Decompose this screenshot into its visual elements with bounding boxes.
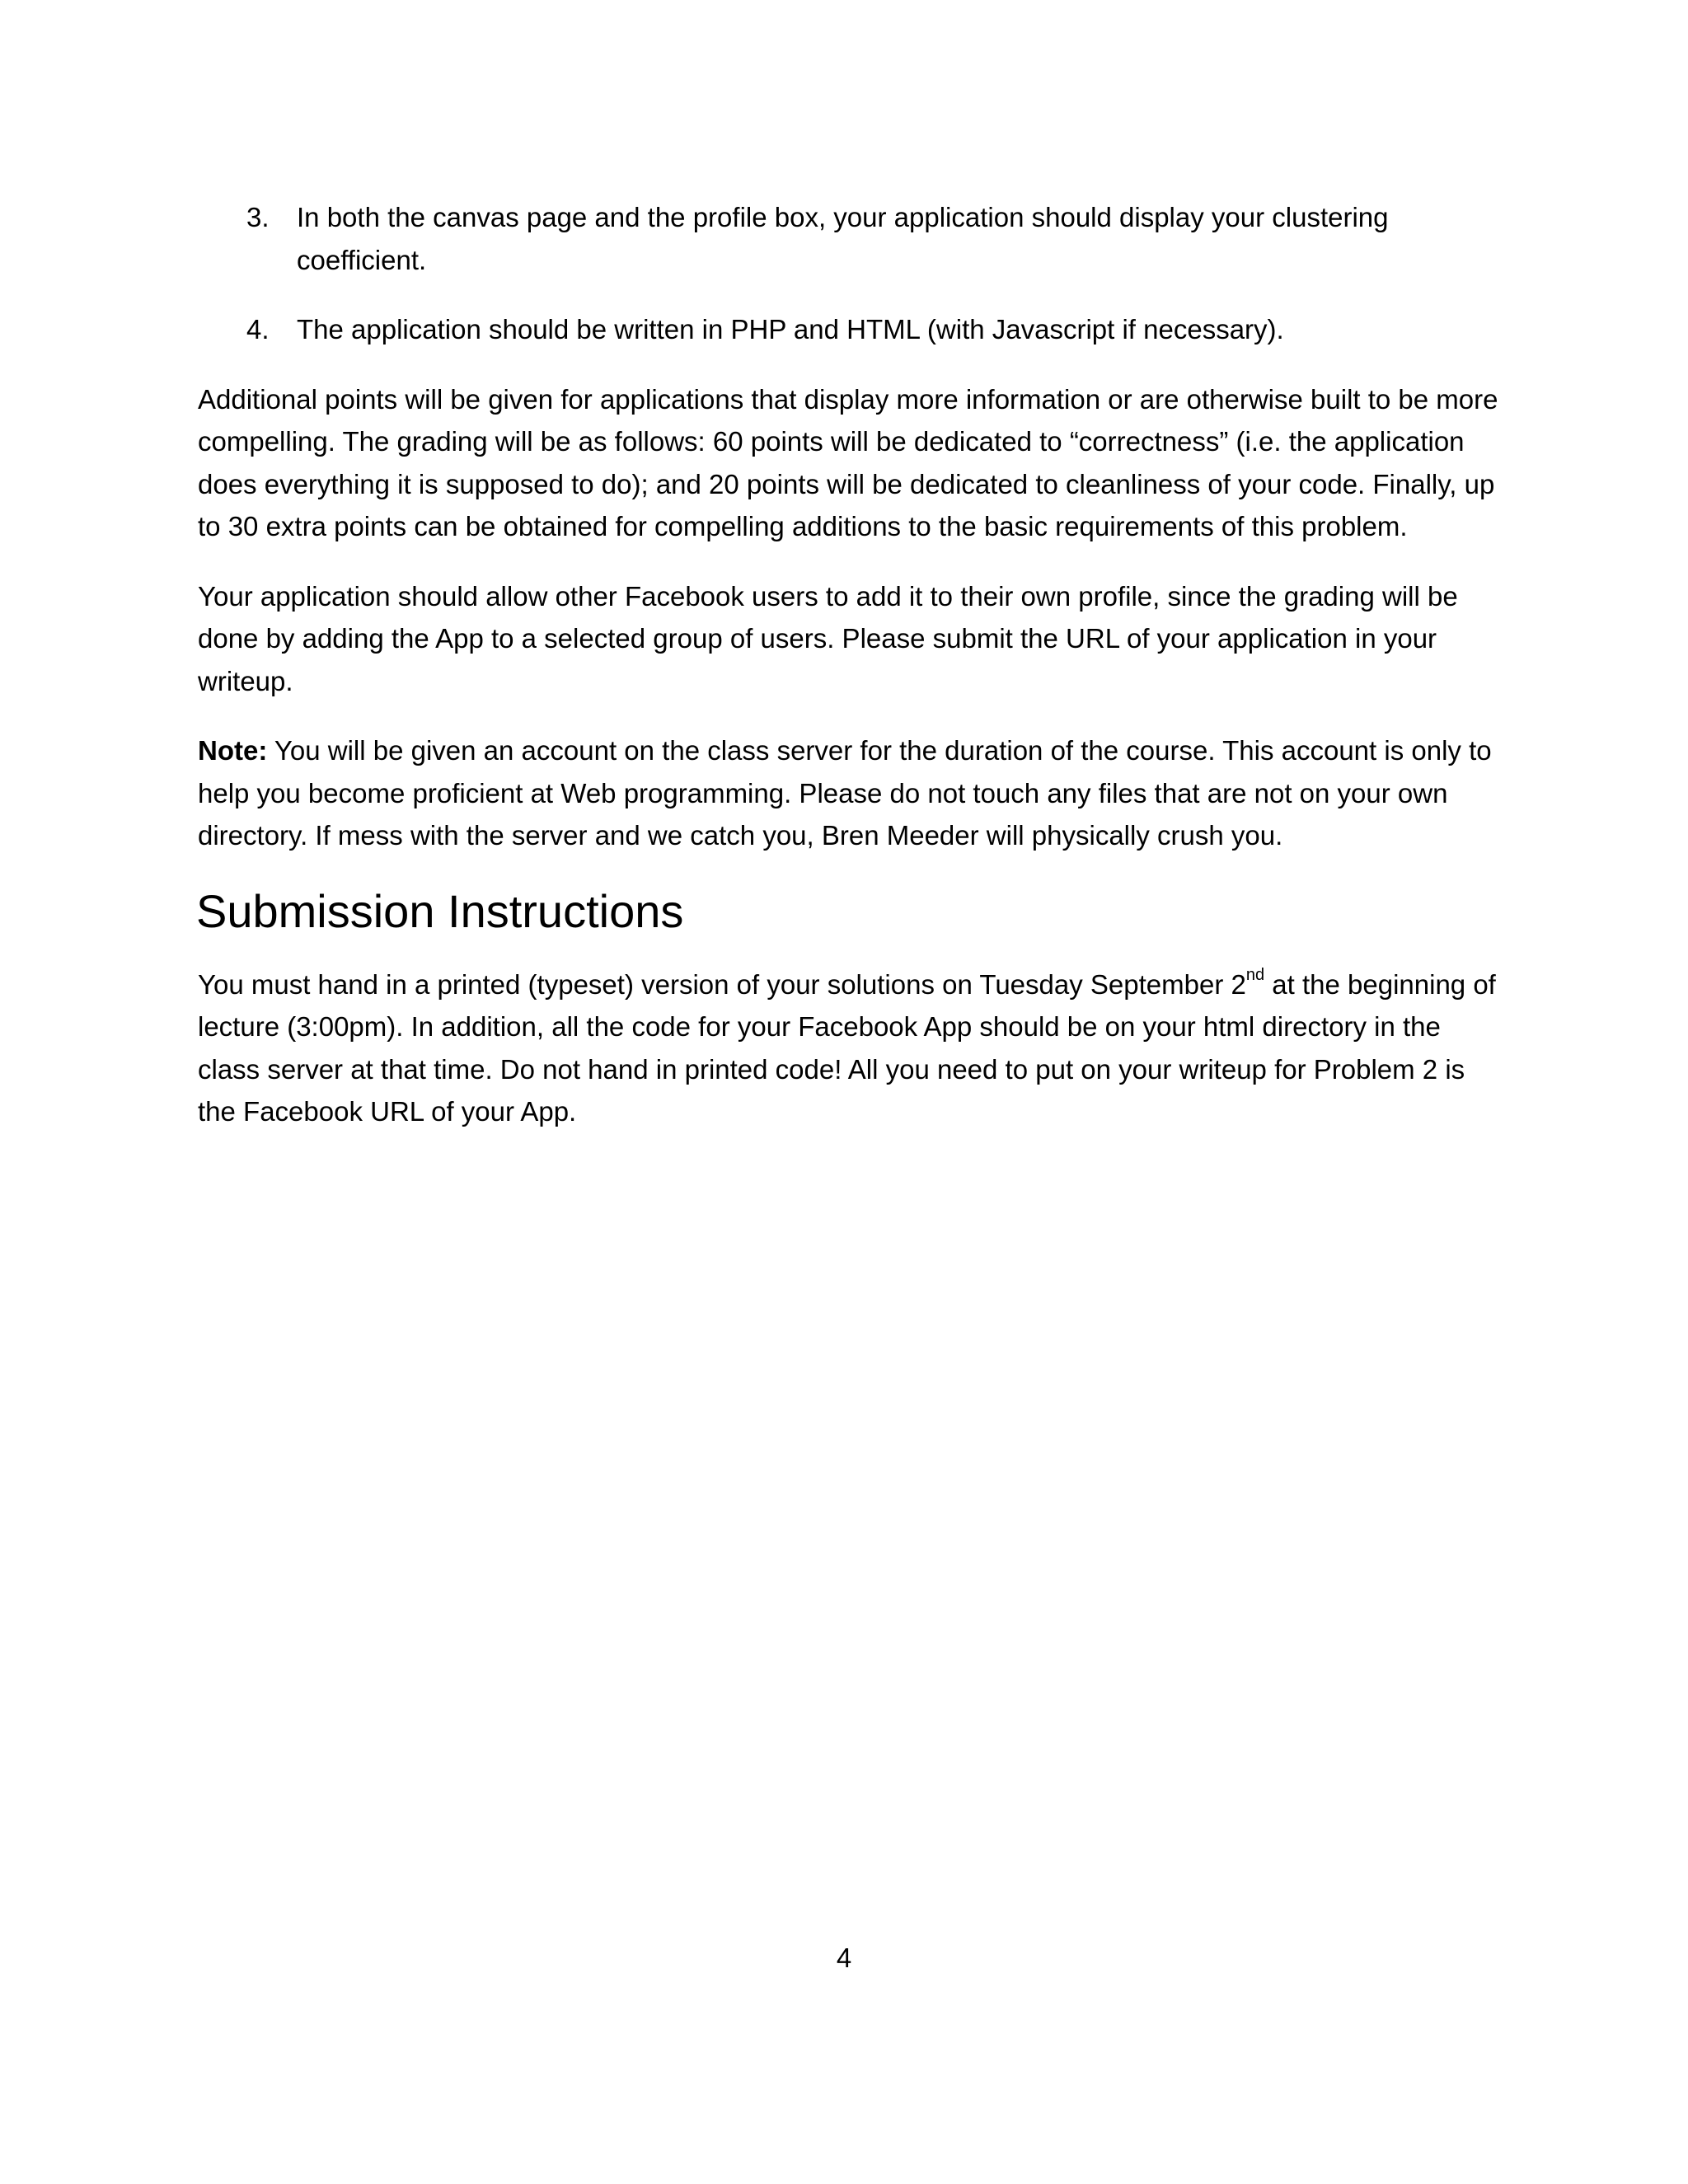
note-paragraph (198, 729, 1500, 857)
submission-text-before: You must hand in a printed (typeset) version of your solutions on Tuesday September 2 (198, 968, 1246, 1000)
list-item (198, 308, 1500, 351)
note-text: You will be given an account on the class server for the duration of the course. This account is only to help you become proficient at Web programming. Please do not touch any files that are not on your own directory. If mess with the server and we catch you, Bren Meeder will physically crush you. (198, 735, 1492, 851)
list-item (198, 196, 1500, 281)
page-content (198, 196, 1500, 1160)
requirements-list (198, 196, 1500, 351)
submission-paragraph (198, 963, 1500, 1133)
submission-heading: Submission Instructions (196, 884, 684, 937)
note-label: Note: (198, 735, 268, 766)
list-item-text: In both the canvas page and the profile box, your application should display your clustering coefficient. (297, 202, 1389, 275)
grading-paragraph: Additional points will be given for applications that display more information or are otherwise built to be more compelling. The grading will be as follows: 60 points will be dedicated to “correctness” (i.e. the application does everything it is supposed to do); and 20 points will be dedicated to cleanliness of your code. Finally, up to 30 extra points can be obtained for compelling additions to the basic requirements of this problem. (198, 383, 1498, 541)
date-superscript: nd (1245, 965, 1265, 984)
submission-text-after: at the beginning of lecture (3:00pm). In addition, all the code for your Facebook App should be on your html directory in the class server at that time. Do not hand in printed code! All you need to put on your writeup for Problem 2 is the Facebook URL of your App. (198, 968, 1496, 1127)
list-item-text: The application should be written in PHP and HTML (with Javascript if necessary). (297, 314, 1284, 344)
sharing-paragraph: Your application should allow other Facebook users to add it to their own profile, since the grading will be done by adding the App to a selected group of users. Please submit the URL of your application in your writeup. (198, 580, 1458, 696)
page-number: 4 (836, 1943, 852, 1973)
list-item-number: 4. (246, 314, 270, 344)
list-item-number: 3. (246, 202, 270, 232)
